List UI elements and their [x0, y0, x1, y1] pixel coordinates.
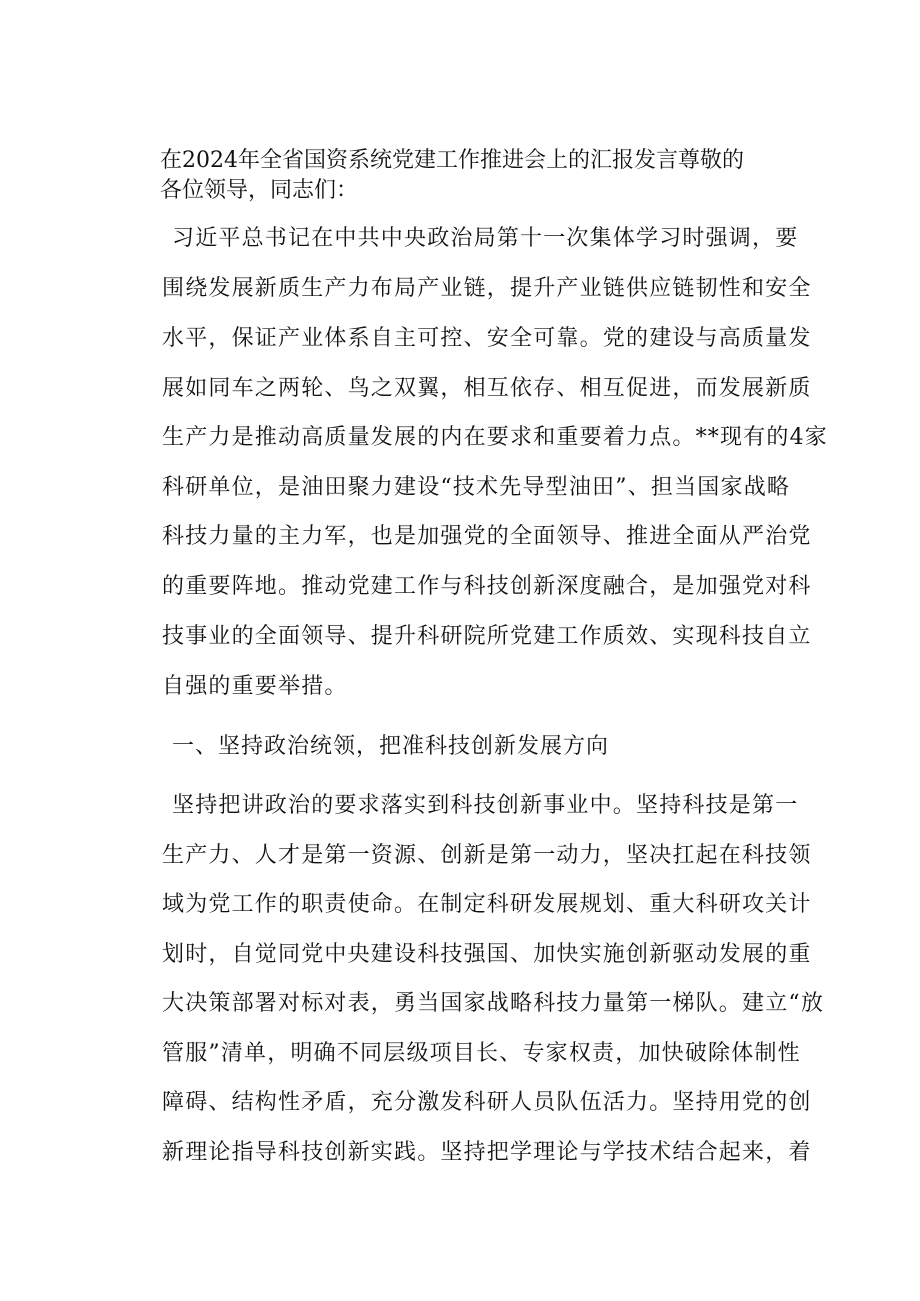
paragraph-2-line-7: 障碍、结构性矛盾，充分激发科研人员队伍活力。坚持用党的创	[162, 1090, 812, 1115]
paragraph-2-line-1: 坚持把讲政治的要求落实到科技创新事业中。坚持科技是第一	[172, 793, 799, 818]
paragraph-1-line-9: 技事业的全面领导、提升科研院所党建工作质效、实现科技自立	[162, 624, 812, 649]
paragraph-2-line-3: 域为党工作的职责使命。在制定科研发展规划、重大科研攻关计	[162, 892, 812, 917]
speech-title-line-2: 各位领导，同志们：	[160, 178, 359, 203]
paragraph-2-line-2: 生产力、人才是第一资源、创新是第一动力，坚决扛起在科技领	[162, 843, 812, 868]
paragraph-1-line-1: 习近平总书记在中共中央政治局第十一次集体学习时强调，要	[172, 226, 799, 251]
paragraph-2-line-8: 新理论指导科技创新实践。坚持把学理论与学技术结合起来，着	[162, 1140, 812, 1165]
paragraph-2-line-6: 管服”清单，明确不同层级项目长、专家权责，加快破除体制性	[162, 1041, 801, 1066]
paragraph-1-line-4: 展如同车之两轮、鸟之双翼，相互依存、相互促进，而发展新质	[162, 376, 812, 401]
paragraph-1-line-2: 围绕发展新质生产力布局产业链，提升产业链供应链韧性和安全	[162, 276, 812, 301]
paragraph-2-line-4: 划时，自觉同党中央建设科技强国、加快实施创新驱动发展的重	[162, 942, 812, 967]
speech-title-line-1: 在2024年全省国资系统党建工作推进会上的汇报发言尊敬的	[160, 148, 744, 173]
paragraph-2-line-5: 大决策部署对标对表，勇当国家战略科技力量第一梯队。建立“放	[162, 991, 825, 1016]
paragraph-1-line-7: 科技力量的主力军，也是加强党的全面领导、推进全面从严治党	[162, 524, 812, 549]
paragraph-1-line-3: 水平，保证产业体系自主可控、安全可靠。党的建设与高质量发	[162, 326, 812, 351]
paragraph-1-line-6: 科研单位，是油田聚力建设“技术先导型油田”、担当国家战略	[162, 475, 791, 500]
section-1-heading: 一、坚持政治统领，把准科技创新发展方向	[172, 734, 610, 759]
paragraph-1-line-10: 自强的重要举措。	[162, 674, 348, 699]
paragraph-1-line-8: 的重要阵地。推动党建工作与科技创新深度融合，是加强党对科	[162, 574, 812, 599]
paragraph-1-line-5: 生产力是推动高质量发展的内在要求和重要着力点。**现有的4家	[162, 425, 828, 450]
